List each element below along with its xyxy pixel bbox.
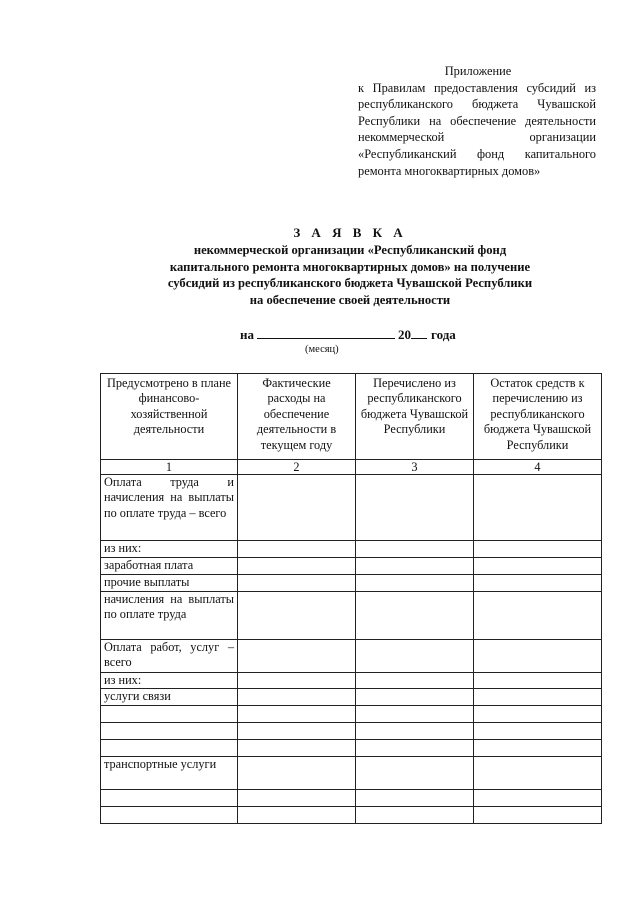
document-heading [100, 225, 600, 308]
value-cell[interactable] [238, 673, 356, 689]
value-cell[interactable] [356, 592, 474, 640]
application-table [100, 373, 602, 824]
value-cell[interactable] [356, 723, 474, 740]
row-label [101, 807, 238, 824]
value-cell[interactable] [238, 592, 356, 640]
table-row [101, 558, 602, 575]
column-number: 3 [356, 460, 474, 475]
value-cell[interactable] [474, 723, 602, 740]
row-label: прочие выплаты [101, 575, 238, 592]
table-row [101, 673, 602, 689]
row-label: Оплата работ, услуг – всего [101, 640, 238, 673]
value-cell[interactable] [474, 541, 602, 558]
row-label: услуги связи [101, 689, 238, 706]
column-header: Остаток средств к перечислению из республиканского бюджета Чувашской Республики [474, 374, 602, 460]
appendix-text: к Правилам предоставления субсидий из республиканского бюджета Чувашской Республики на обеспечение деятельности некоммерческой организации «Республиканский фонд капитального ремонта многоквартирных домов» [358, 80, 596, 178]
value-cell[interactable] [474, 592, 602, 640]
table-row [101, 475, 602, 541]
appendix-title: Приложение [444, 64, 512, 78]
row-label [101, 740, 238, 757]
value-cell[interactable] [238, 740, 356, 757]
row-label [101, 790, 238, 807]
row-label: начисления на выплаты по оплате труда [101, 592, 238, 640]
heading-line: капитального ремонта многоквартирных домов» на получение [169, 259, 531, 274]
table-row [101, 541, 602, 558]
table-row [101, 575, 602, 592]
value-cell[interactable] [474, 558, 602, 575]
year-suffix: года [431, 327, 456, 342]
value-cell[interactable] [238, 706, 356, 723]
value-cell[interactable] [238, 475, 356, 541]
value-cell[interactable] [238, 640, 356, 673]
value-cell[interactable] [474, 640, 602, 673]
value-cell[interactable] [474, 673, 602, 689]
value-cell[interactable] [356, 706, 474, 723]
value-cell[interactable] [474, 807, 602, 824]
row-label: Оплата труда и начисления на выплаты по оплате труда – всего [101, 475, 238, 541]
value-cell[interactable] [238, 723, 356, 740]
table-row [101, 807, 602, 824]
period-line [240, 327, 456, 343]
value-cell[interactable] [238, 575, 356, 592]
value-cell[interactable] [356, 640, 474, 673]
table-header-row [101, 374, 602, 460]
row-label [101, 723, 238, 740]
table-row [101, 706, 602, 723]
value-cell[interactable] [356, 790, 474, 807]
row-label: из них: [101, 673, 238, 689]
row-label: заработная плата [101, 558, 238, 575]
value-cell[interactable] [474, 689, 602, 706]
value-cell[interactable] [474, 790, 602, 807]
heading-line: на обеспечение своей деятельности [249, 292, 451, 307]
document-title: З А Я В К А [293, 225, 407, 240]
row-label [101, 706, 238, 723]
value-cell[interactable] [356, 689, 474, 706]
table-row [101, 640, 602, 673]
value-cell[interactable] [238, 807, 356, 824]
value-cell[interactable] [356, 575, 474, 592]
value-cell[interactable] [474, 475, 602, 541]
year-prefix: 20 [398, 327, 411, 342]
period-prefix: на [240, 327, 254, 342]
value-cell[interactable] [238, 541, 356, 558]
month-blank-field[interactable] [257, 327, 395, 339]
year-blank-field[interactable] [411, 327, 427, 339]
column-header: Перечислено из республиканского бюджета Чувашской Республики [356, 374, 474, 460]
column-header: Предусмотрено в плане финансово-хозяйственной деятельности [101, 374, 238, 460]
value-cell[interactable] [356, 558, 474, 575]
table-row [101, 689, 602, 706]
table-row [101, 723, 602, 740]
column-number: 4 [474, 460, 602, 475]
table-row [101, 740, 602, 757]
value-cell[interactable] [474, 706, 602, 723]
value-cell[interactable] [238, 689, 356, 706]
heading-line: некоммерческой организации «Республиканский фонд [193, 243, 507, 258]
table-row [101, 592, 602, 640]
value-cell[interactable] [474, 757, 602, 790]
value-cell[interactable] [356, 757, 474, 790]
column-number-row [101, 460, 602, 475]
value-cell[interactable] [238, 558, 356, 575]
value-cell[interactable] [356, 475, 474, 541]
column-number: 2 [238, 460, 356, 475]
value-cell[interactable] [356, 740, 474, 757]
heading-line: субсидий из республиканского бюджета Чувашской Республики [167, 276, 533, 291]
appendix-block [358, 63, 596, 179]
table-row [101, 757, 602, 790]
value-cell[interactable] [356, 541, 474, 558]
column-number: 1 [101, 460, 238, 475]
table-row [101, 790, 602, 807]
column-header: Фактические расходы на обеспечение деятельности в текущем году [238, 374, 356, 460]
value-cell[interactable] [474, 575, 602, 592]
value-cell[interactable] [356, 673, 474, 689]
value-cell[interactable] [356, 807, 474, 824]
month-caption: (месяц) [305, 344, 339, 355]
row-label: из них: [101, 541, 238, 558]
value-cell[interactable] [238, 757, 356, 790]
value-cell[interactable] [238, 790, 356, 807]
row-label: транспортные услуги [101, 757, 238, 790]
value-cell[interactable] [474, 740, 602, 757]
